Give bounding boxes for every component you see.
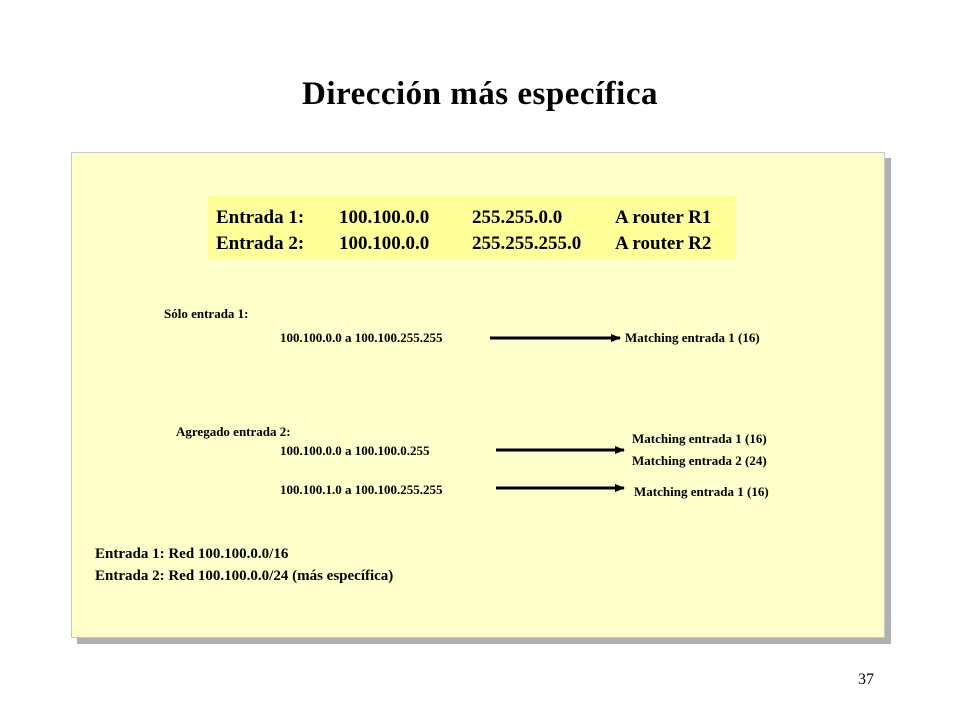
summary-line2: Entrada 2: Red 100.100.0.0/24 (más específica)	[95, 568, 394, 584]
page-number: 37	[858, 671, 874, 688]
table-network: 100.100.0.0	[339, 233, 430, 254]
section1-result: Matching entrada 1 (16)	[625, 330, 760, 345]
section2-result1b: Matching entrada 2 (24)	[632, 453, 767, 468]
summary-line1: Entrada 1: Red 100.100.0.0/16	[95, 546, 289, 562]
section1-range: 100.100.0.0 a 100.100.255.255	[280, 330, 443, 345]
section1-heading: Sólo entrada 1:	[164, 306, 249, 321]
section2-range2: 100.100.1.0 a 100.100.255.255	[280, 482, 443, 497]
slide-title: Dirección más específica	[302, 76, 658, 112]
table-mask: 255.255.255.0	[472, 233, 582, 254]
table-network: 100.100.0.0	[339, 207, 430, 228]
section2-range1: 100.100.0.0 a 100.100.0.255	[280, 443, 430, 458]
section2-result2: Matching entrada 1 (16)	[634, 484, 769, 499]
table-destination: A router R1	[615, 207, 712, 228]
table-entry-label: Entrada 2:	[216, 233, 305, 254]
section2-heading: Agregado entrada 2:	[176, 424, 291, 439]
table-mask: 255.255.0.0	[472, 207, 563, 228]
table-entry-label: Entrada 1:	[216, 207, 305, 228]
table-destination: A router R2	[615, 233, 712, 254]
section2-result1a: Matching entrada 1 (16)	[632, 431, 767, 446]
